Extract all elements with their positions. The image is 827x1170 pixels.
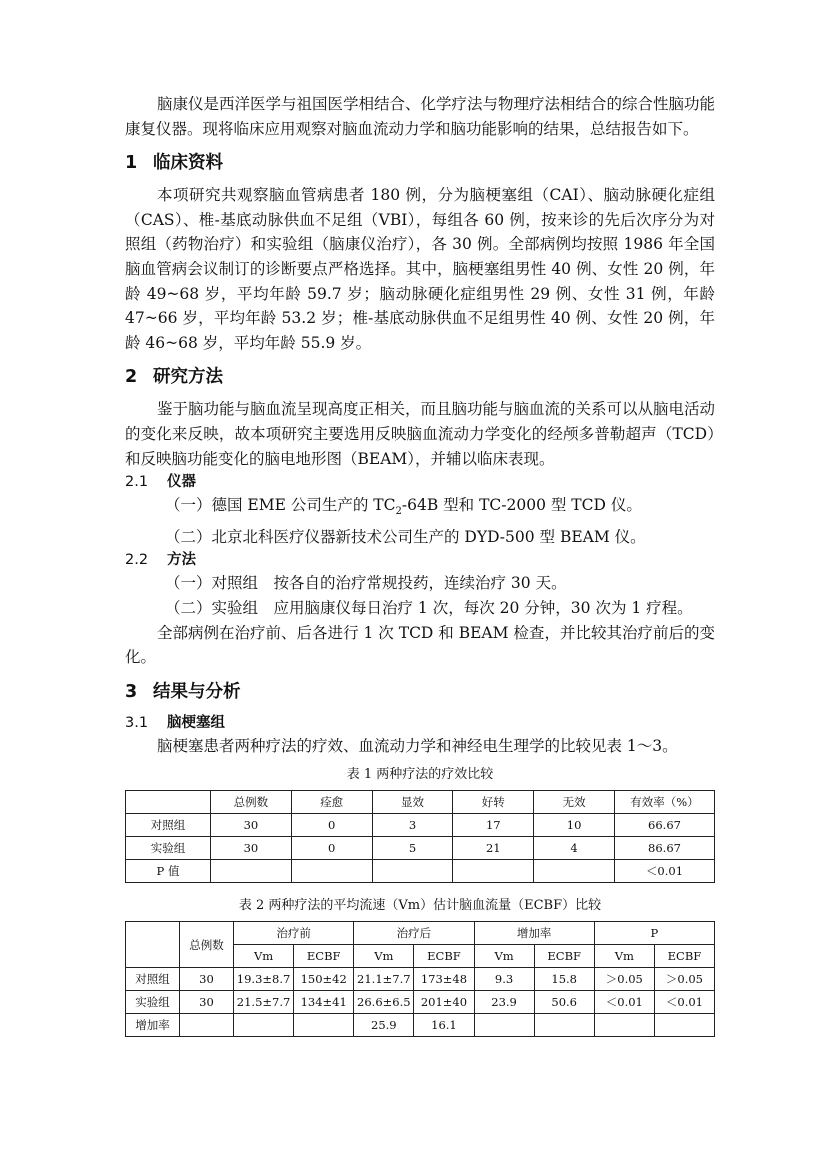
table-1-header-cell: 总例数 <box>211 791 292 814</box>
section-3-1-heading <box>125 712 715 734</box>
section-2-1-heading <box>125 471 715 493</box>
instrument-item-1-text-a: （一）德国 EME 公司生产的 TC <box>165 496 396 515</box>
document-body <box>125 92 715 1037</box>
section-2-number: 2 <box>125 367 138 388</box>
table-cell: 173±48 <box>414 968 474 991</box>
section-1-paragraph: 本项研究共观察脑血管病患者 180 例，分为脑梗塞组（CAI）、脑动脉硬化症组（CAS）、椎-基底动脉供血不足组（VBI），每组各 60 例，按来诊的先后次序分为对照组（药物治疗）和实验组（脑康仪治疗），各 30 例。全部病例均按照 1986 年全国脑血管病会议制订的诊断要点严格选择。其中，脑梗塞组男性 40 例、女性 20 例，年龄 49~68 岁，平均年龄 59.7 岁；脑动脉硬化症组男性 29 例、女性 31 例，年龄 47~66 岁，平均年龄 53.2 岁；椎-基底动脉供血不足组男性 40 例、女性 20 例，年龄 46~68 岁，平均年龄 55.9 岁。 <box>125 186 715 352</box>
section-3-1-paragraph: 脑梗塞患者两种疗法的疗效、血流动力学和神经电生理学的比较见表 1～3。 <box>157 736 678 755</box>
table-cell: 21.5±7.7 <box>234 991 294 1014</box>
table-2-sub-header-cell: Vm <box>474 945 534 968</box>
table-cell: ＜0.01 <box>594 991 654 1014</box>
table-1-header-cell: 有效率（%） <box>615 791 715 814</box>
table-row <box>126 1014 715 1037</box>
table-cell: 4 <box>534 837 615 860</box>
section-2-1-title: 仪器 <box>167 474 196 491</box>
section-2-2-title: 方法 <box>167 552 196 569</box>
table-2-sub-header-cell: Vm <box>234 945 294 968</box>
table-2-header-cell: 治疗后 <box>354 922 474 945</box>
method-paragraph: 全部病例在治疗前、后各进行 1 次 TCD 和 BEAM 检查，并比较其治疗前后的变化。 <box>125 623 715 667</box>
table-cell: P 值 <box>126 860 211 883</box>
table-cell: 30 <box>180 968 234 991</box>
method-item-1: （一）对照组 按各自的治疗常规投药，连续治疗 30 天。 <box>165 574 567 593</box>
table-cell: 对照组 <box>126 968 180 991</box>
table-cell: 23.9 <box>474 991 534 1014</box>
table-cell <box>180 1014 234 1037</box>
table-cell <box>234 1014 294 1037</box>
table-cell: ＞0.05 <box>654 968 714 991</box>
table-2-sub-header-cell: ECBF <box>294 945 354 968</box>
table-cell <box>654 1014 714 1037</box>
table-row <box>126 968 715 991</box>
section-3-number: 3 <box>125 681 138 702</box>
table-cell <box>294 1014 354 1037</box>
table-1 <box>125 790 715 883</box>
table-cell: 3 <box>372 814 453 837</box>
table-2-sub-header-cell: ECBF <box>414 945 474 968</box>
table-2 <box>125 921 715 1037</box>
table-2-sub-header-cell: ECBF <box>534 945 594 968</box>
section-1-number: 1 <box>125 153 138 174</box>
table-cell: 150±42 <box>294 968 354 991</box>
table-cell: 实验组 <box>126 837 211 860</box>
section-3-1-title: 脑梗塞组 <box>167 714 225 731</box>
section-2-title: 研究方法 <box>153 367 223 388</box>
table-cell: 86.67 <box>615 837 715 860</box>
section-1-title: 临床资料 <box>153 153 223 174</box>
table-cell: 30 <box>211 814 292 837</box>
section-1-heading <box>125 151 715 175</box>
table-1-header-cell: 痊愈 <box>291 791 372 814</box>
table-cell <box>534 860 615 883</box>
section-2-2-heading <box>125 549 715 571</box>
table-cell: 25.9 <box>354 1014 414 1037</box>
table-row <box>126 991 715 1014</box>
table-2-header-cell: 总例数 <box>180 922 234 968</box>
table-2-caption: 表 2 两种疗法的平均流速（Vm）估计脑血流量（ECBF）比较 <box>238 898 602 914</box>
table-cell: 30 <box>180 991 234 1014</box>
section-3-heading <box>125 680 715 704</box>
table-cell <box>453 860 534 883</box>
table-1-header-cell: 显效 <box>372 791 453 814</box>
table-cell: 50.6 <box>534 991 594 1014</box>
table-cell: 21 <box>453 837 534 860</box>
table-cell <box>534 1014 594 1037</box>
table-cell: 16.1 <box>414 1014 474 1037</box>
table-cell: 0 <box>291 837 372 860</box>
instrument-item-1-subscript: 2 <box>395 506 402 518</box>
table-cell <box>372 860 453 883</box>
table-2-group-header-row <box>126 922 715 945</box>
table-cell <box>291 860 372 883</box>
table-cell: ＞0.05 <box>594 968 654 991</box>
table-row <box>126 837 715 860</box>
table-1-header-cell: 无效 <box>534 791 615 814</box>
table-2-header-cell <box>126 922 180 968</box>
instrument-item-1-text-b: -64B 型和 TC-2000 型 TCD 仪。 <box>401 496 642 515</box>
table-cell: ＜0.01 <box>615 860 715 883</box>
table-row <box>126 860 715 883</box>
table-cell: 10 <box>534 814 615 837</box>
table-cell: 5 <box>372 837 453 860</box>
table-cell: 26.6±6.5 <box>354 991 414 1014</box>
intro-paragraph: 脑康仪是西洋医学与祖国医学相结合、化学疗法与物理疗法相结合的综合性脑功能康复仪器。现将临床应用观察对脑血流动力学和脑功能影响的结果，总结报告如下。 <box>125 95 716 138</box>
table-cell: 对照组 <box>126 814 211 837</box>
table-2-sub-header-cell: Vm <box>594 945 654 968</box>
table-cell: 21.1±7.7 <box>354 968 414 991</box>
section-2-paragraph: 鉴于脑功能与脑血流呈现高度正相关，而且脑功能与脑血流的关系可以从脑电活动的变化来反映，故本项研究主要选用反映脑血流动力学变化的经颅多普勒超声（TCD）和反映脑功能变化的脑电地形图（BEAM），并辅以临床表现。 <box>125 400 716 468</box>
section-2-1-number: 2.1 <box>125 474 149 491</box>
section-2-2-number: 2.2 <box>125 552 149 569</box>
section-3-1-number: 3.1 <box>125 714 149 731</box>
table-1-header-cell: 好转 <box>453 791 534 814</box>
table-1-header-cell <box>126 791 211 814</box>
table-cell: 0 <box>291 814 372 837</box>
table-cell: 15.8 <box>534 968 594 991</box>
table-cell: 134±41 <box>294 991 354 1014</box>
table-cell: 实验组 <box>126 991 180 1014</box>
instrument-item-2: （二）北京北科医疗仪器新技术公司生产的 DYD-500 型 BEAM 仪。 <box>165 527 646 546</box>
table-cell <box>594 1014 654 1037</box>
table-cell: 66.67 <box>615 814 715 837</box>
table-2-sub-header-cell: Vm <box>354 945 414 968</box>
table-1-header-row <box>126 791 715 814</box>
instrument-item-1 <box>125 493 715 525</box>
table-cell: ＜0.01 <box>654 991 714 1014</box>
table-cell <box>474 1014 534 1037</box>
method-item-2: （二）实验组 应用脑康仪每日治疗 1 次，每次 20 分钟，30 次为 1 疗程。 <box>165 599 693 617</box>
table-cell <box>211 860 292 883</box>
table-cell: 201±40 <box>414 991 474 1014</box>
table-cell: 30 <box>211 837 292 860</box>
table-cell: 9.3 <box>474 968 534 991</box>
table-2-header-cell: 治疗前 <box>234 922 354 945</box>
table-2-header-cell: P <box>594 922 714 945</box>
table-cell: 19.3±8.7 <box>234 968 294 991</box>
table-1-caption: 表 1 两种疗法的疗效比较 <box>346 767 494 783</box>
table-2-sub-header-cell: ECBF <box>654 945 714 968</box>
table-2-header-cell: 增加率 <box>474 922 594 945</box>
section-3-title: 结果与分析 <box>153 681 241 702</box>
table-cell: 增加率 <box>126 1014 180 1037</box>
section-2-heading <box>125 365 715 389</box>
table-row <box>126 814 715 837</box>
table-cell: 17 <box>453 814 534 837</box>
